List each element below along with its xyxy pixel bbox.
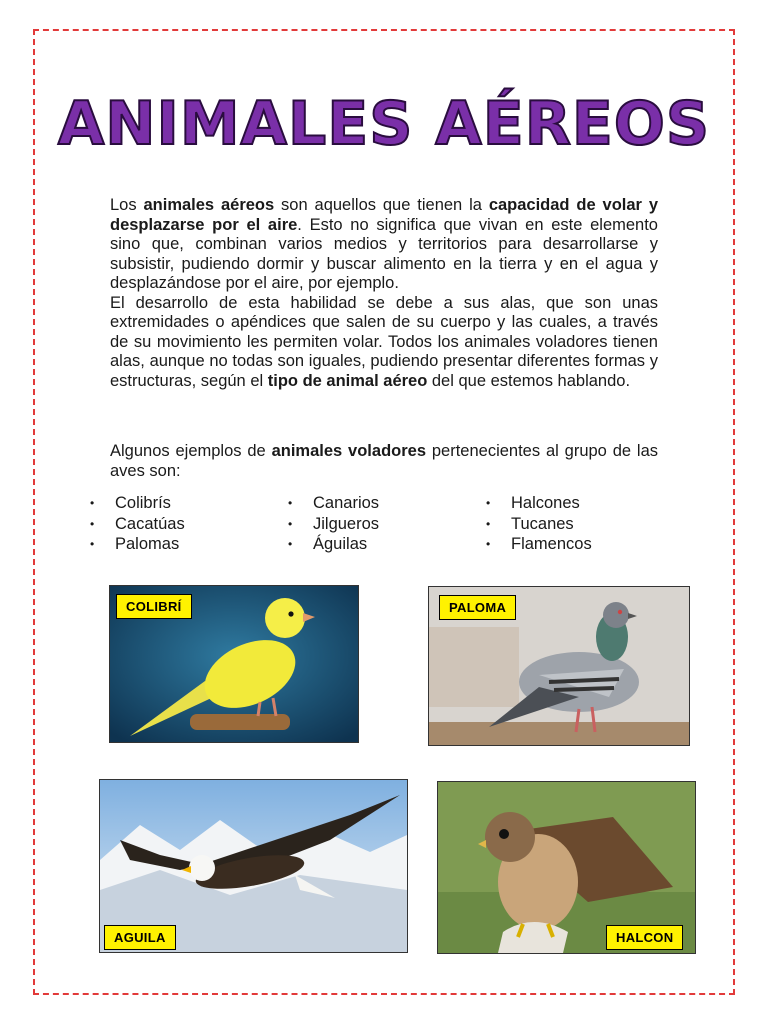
second-paragraph <box>110 294 658 392</box>
list-item: • Halcones <box>486 493 592 514</box>
list-column-2 <box>288 493 379 555</box>
halcon-photo <box>437 781 696 954</box>
aguila-photo <box>99 779 408 953</box>
bold-span: animales voladores <box>271 442 427 460</box>
text-span: pertenecientes al grupo de las aves son: <box>110 442 659 480</box>
list-item: • Palomas <box>90 534 185 555</box>
list-column-3 <box>486 493 592 555</box>
halcon-label: HALCON <box>606 925 683 950</box>
bold-span: tipo de animal aéreo <box>267 371 428 390</box>
paloma-photo <box>428 586 690 746</box>
colibri-label: COLIBRÍ <box>116 594 192 619</box>
list-item: • Colibrís <box>90 493 185 514</box>
paloma-label: PALOMA <box>439 595 516 620</box>
bold-span: animales aéreos <box>143 196 275 214</box>
page-title: ANIMALES AÉREOS <box>57 89 711 159</box>
list-column-1 <box>90 493 185 555</box>
list-item: • Tucanes <box>486 514 592 535</box>
examples-text <box>110 442 658 481</box>
bold-span: capacidad de volar y desplazarse por el aire <box>110 196 658 234</box>
list-item: • Canarios <box>288 493 379 514</box>
list-item: • Flamencos <box>486 534 592 555</box>
colibri-photo <box>109 585 359 743</box>
text-span: del que estemos hablando. <box>427 371 631 390</box>
list-item: • Águilas <box>288 534 379 555</box>
examples-paragraph <box>110 442 658 481</box>
text-span: . Esto no significa que vivan en este elemento sino que, combinan varios medios y territorios para desarrollarse y subsistir, pudiendo dormir y buscar alimento en la tierra y en el agua y desplazándose por el aire, por ejemplo. <box>110 215 658 292</box>
list-item: • Cacatúas <box>90 514 185 535</box>
text-span: Algunos ejemplos de <box>110 442 272 460</box>
aguila-label: AGUILA <box>104 925 176 950</box>
text-span: El desarrollo de esta habilidad se debe a sus alas, que son unas extremidades o apéndices que salen de su cuerpo y las cuales, a través de su movimiento les permiten volar. Todos los animales voladores tienen alas, aunque no todas son iguales, pudiendo presentar diferentes formas y estructuras, según el <box>110 293 658 390</box>
list-item: • Jilgueros <box>288 514 379 535</box>
intro-text <box>110 196 658 391</box>
text-span: Los <box>110 196 144 214</box>
text-span: son aquellos que tienen la <box>274 196 489 214</box>
intro-paragraph <box>110 196 658 294</box>
